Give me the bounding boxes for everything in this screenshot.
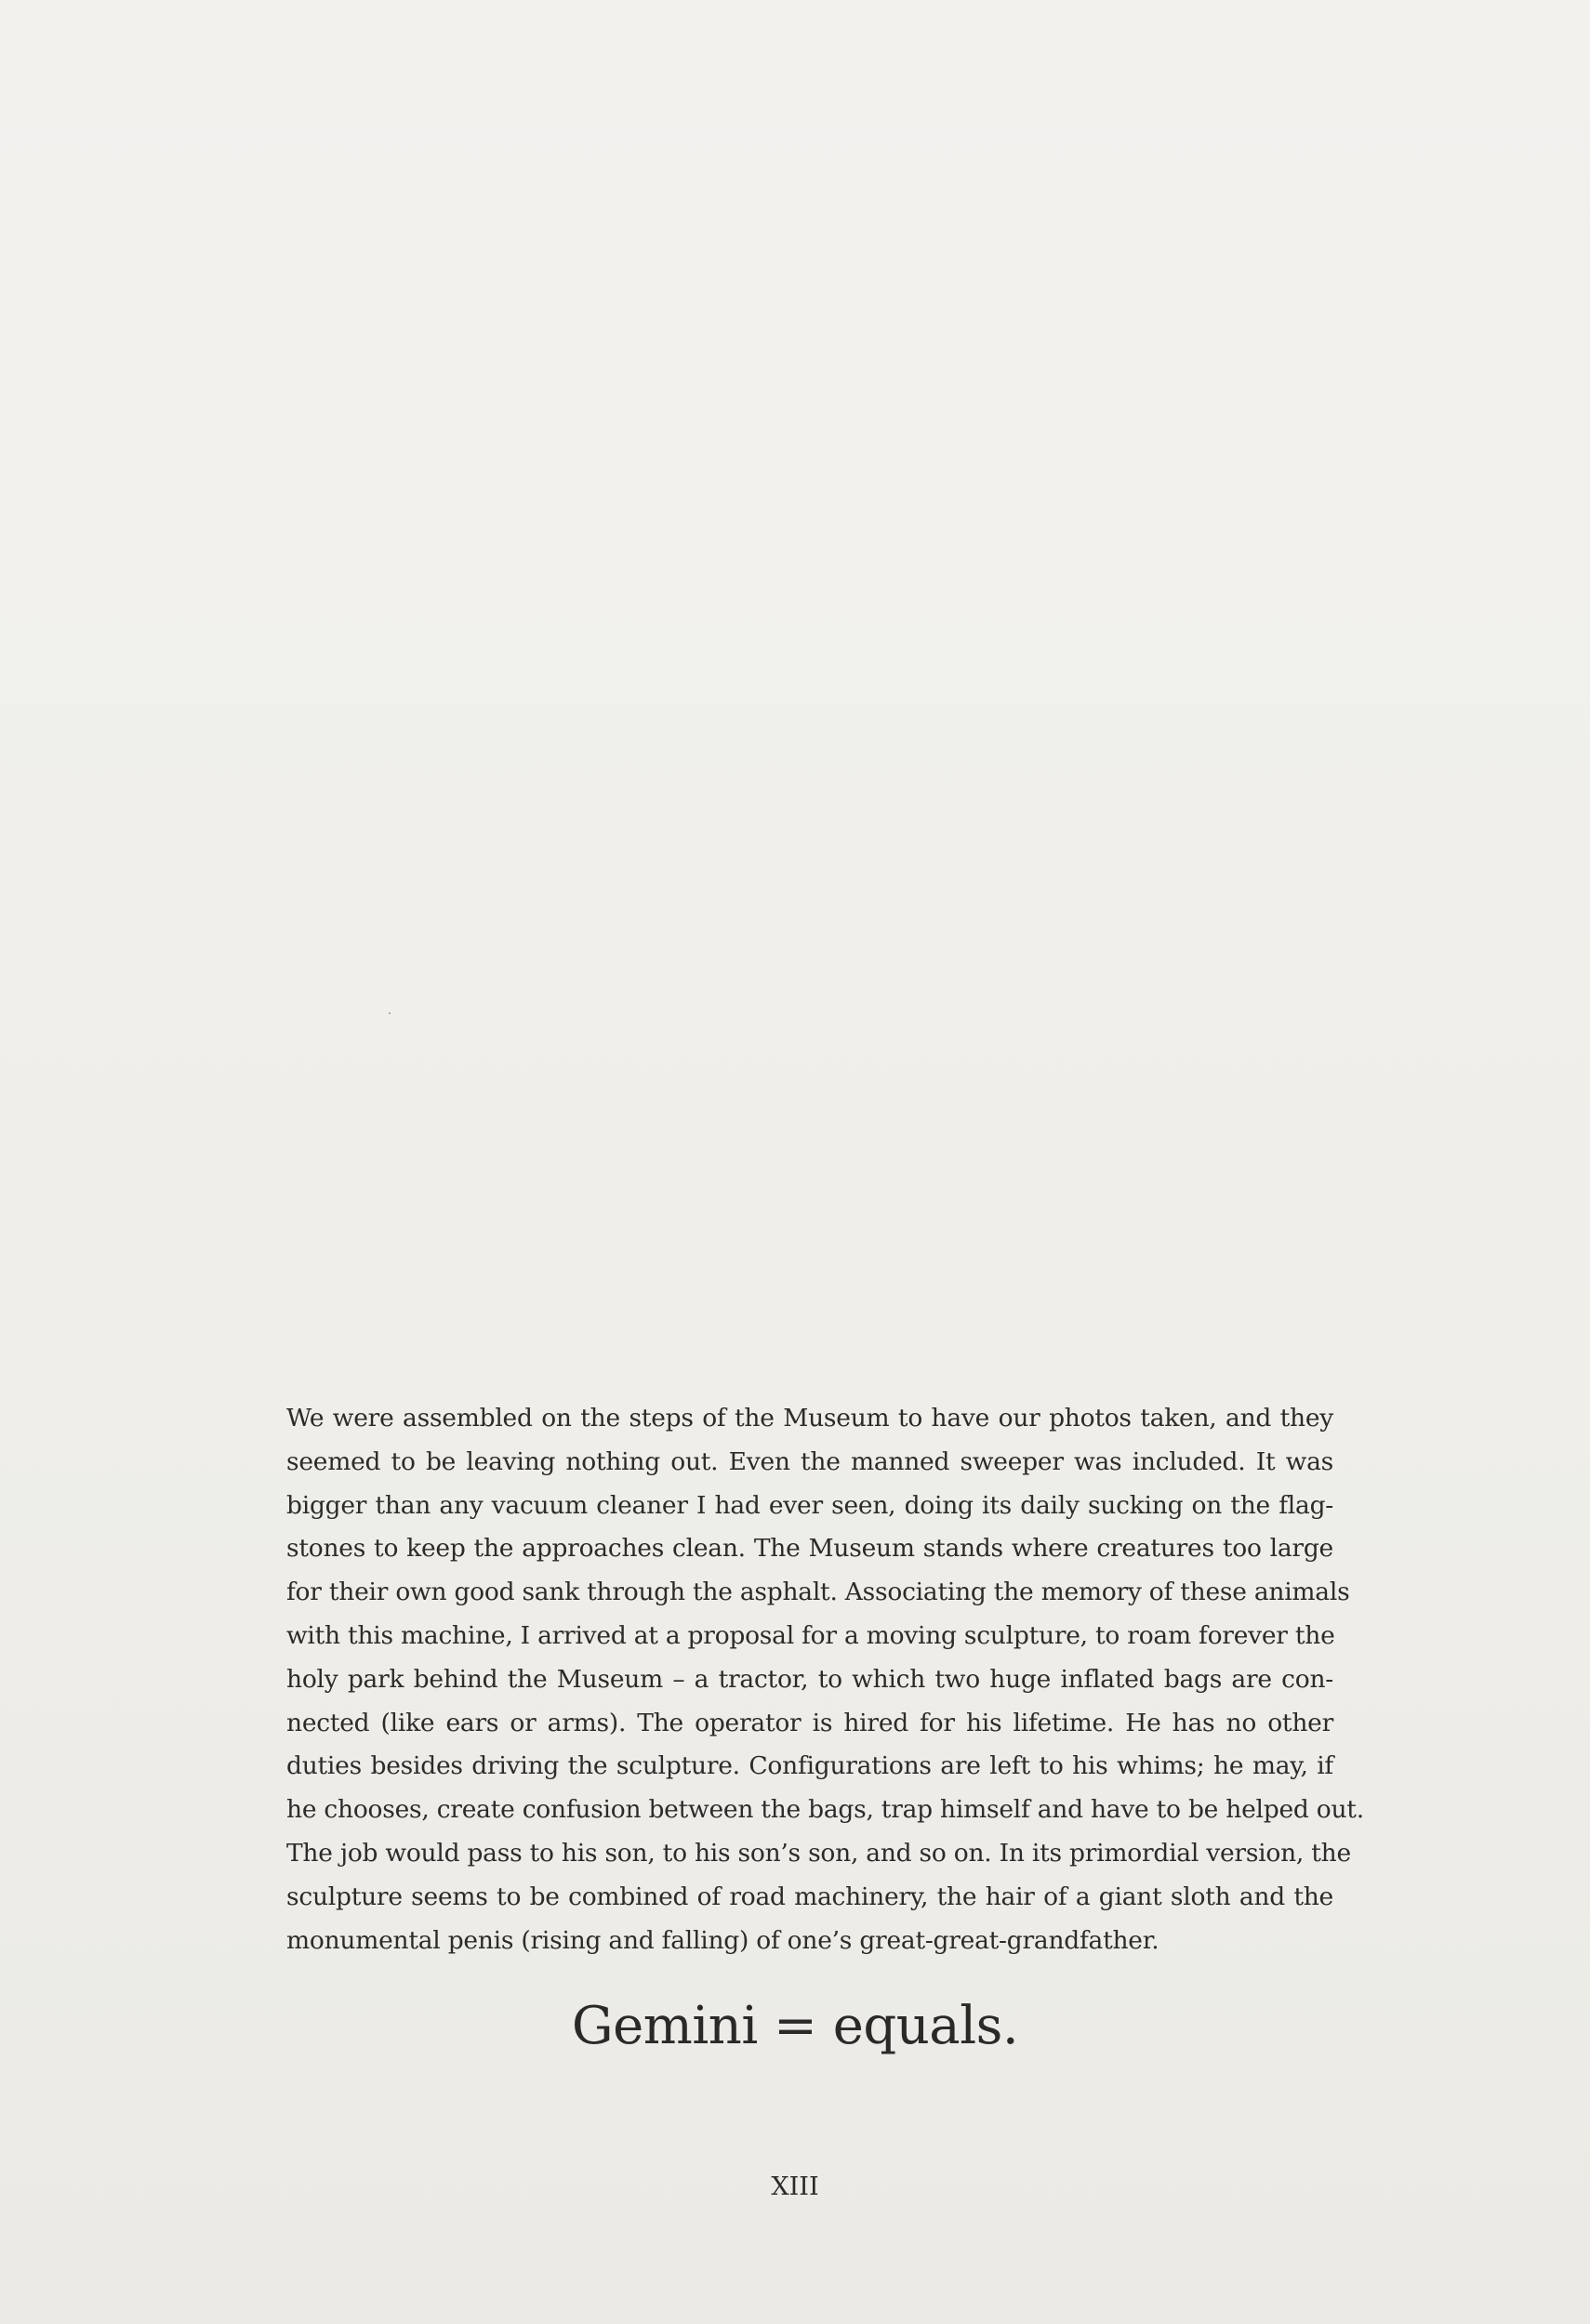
page-title: Gemini = equals. bbox=[571, 1996, 1019, 2056]
body-paragraph bbox=[286, 1397, 1364, 1962]
page-number: XIII bbox=[771, 2172, 819, 2201]
paragraph-line: he chooses, create confusion between the bags, trap himself and have to be helped out. bbox=[286, 1795, 1364, 1825]
paragraph-line: stones to keep the approaches clean. The Museum stands where creatures too large bbox=[286, 1534, 1333, 1564]
paragraph-line: holy park behind the Museum – a tractor, to which two huge inflated bags are con- bbox=[286, 1664, 1333, 1694]
paragraph-line: We were assembled on the steps of the Museum to have our photos taken, and they bbox=[286, 1404, 1333, 1433]
paragraph-line: bigger than any vacuum cleaner I had ever seen, doing its daily sucking on the flag- bbox=[286, 1490, 1333, 1520]
paragraph-line: nected (like ears or arms). The operator is hired for his lifetime. He has no other bbox=[286, 1708, 1333, 1737]
paragraph-line: sculpture seems to be combined of road machinery, the hair of a giant sloth and the bbox=[286, 1882, 1333, 1911]
paragraph-line: duties besides driving the sculpture. Configurations are left to his whims; he may, if bbox=[286, 1751, 1333, 1781]
paragraph-line: The job would pass to his son, to his son’s son, and so on. In its primordial version, the bbox=[286, 1838, 1351, 1868]
paragraph-line: seemed to be leaving nothing out. Even the manned sweeper was included. It was bbox=[286, 1446, 1333, 1476]
paragraph-line: with this machine, I arrived at a proposal for a moving sculpture, to roam forever the bbox=[286, 1620, 1335, 1650]
paper-speck bbox=[389, 1012, 391, 1014]
paragraph-line: for their own good sank through the asphalt. Associating the memory of these animals bbox=[286, 1578, 1350, 1607]
paragraph-line: monumental penis (rising and falling) of one’s great-great-grandfather. bbox=[286, 1925, 1159, 1955]
